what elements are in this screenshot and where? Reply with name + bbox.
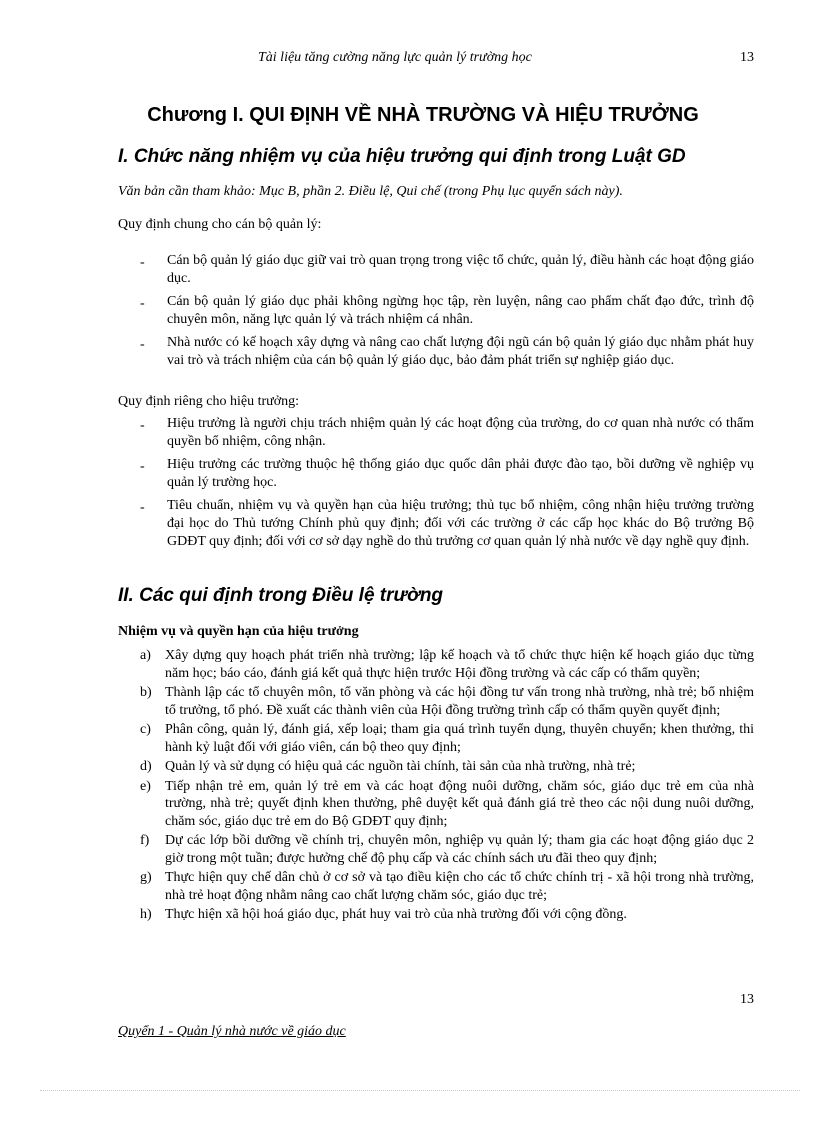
dash-bullet: -	[140, 500, 145, 515]
list-marker: b)	[140, 685, 152, 700]
list-item-text: Tiêu chuẩn, nhiệm vụ và quyền hạn của hiệu trưởng; thủ tục bổ nhiệm, công nhận hiệu trưởng trường đại học do Thủ tướng Chính phủ quy định; đối với các trường ở các cấp học khác do Bộ trưởng Bộ GDĐT quy định; đối với cơ sở dạy nghề do thủ trưởng cơ quan quản lý nhà nước về dạy nghề quy định.	[167, 498, 754, 549]
section-1-title: I. Chức năng nhiệm vụ của hiệu trưởng qui định trong Luật GD	[118, 146, 686, 167]
running-header	[118, 50, 754, 68]
general-rules-intro: Quy định chung cho cán bộ quản lý:	[118, 217, 322, 232]
dash-bullet: -	[140, 418, 145, 433]
page-bottom-divider	[40, 1090, 800, 1091]
list-item-text: Cán bộ quản lý giáo dục phải không ngừng học tập, rèn luyện, nâng cao phẩm chất đạo đức, trình độ chuyên môn, năng lực quản lý và trách nhiệm cá nhân.	[167, 294, 754, 327]
list-item	[140, 497, 754, 551]
section-2-title: II. Các qui định trong Điều lệ trường	[118, 585, 444, 606]
list-item	[140, 721, 754, 756]
list-item-text: Phân công, quản lý, đánh giá, xếp loại; tham gia quá trình tuyển dụng, thuyên chuyển; khen thưởng, thi hành kỷ luật đối với giáo viên, cán bộ theo quy định;	[165, 722, 754, 755]
list-item	[140, 906, 754, 924]
list-item-text: Tiếp nhận trẻ em, quản lý trẻ em và các hoạt động nuôi dưỡng, chăm sóc, giáo dục trẻ em của nhà trường, nhà trẻ; quyết định khen thưởng, phê duyệt kết quả đánh giá trẻ theo các nội dung nuôi dưỡng, chăm sóc, giáo dục trẻ em do Bộ GDĐT quy định;	[165, 778, 754, 829]
list-item	[140, 415, 754, 451]
dash-bullet: -	[140, 296, 145, 311]
list-item	[140, 252, 754, 288]
dash-bullet: -	[140, 337, 145, 352]
general-rules-list	[140, 252, 754, 375]
list-item-text: Dự các lớp bồi dưỡng về chính trị, chuyên môn, nghiệp vụ quản lý; tham gia các hoạt động giáo dục 2 giờ trong một tuần; được hưởng chế độ phụ cấp và các chính sách ưu đãi theo quy định;	[165, 833, 754, 866]
page-number: 13	[740, 992, 754, 1007]
dash-bullet: -	[140, 255, 145, 270]
list-item	[140, 684, 754, 719]
reference-note: Văn bản cần tham khảo: Mục B, phần 2. Điều lệ, Qui chế (trong Phụ lục quyển sách này).	[118, 184, 623, 199]
running-header-page-number: 13	[740, 50, 754, 65]
list-item-text: Hiệu trưởng các trường thuộc hệ thống giáo dục quốc dân phải được đào tạo, bồi dưỡng về nghiệp vụ quản lý trường học.	[167, 457, 754, 490]
list-marker: c)	[140, 722, 151, 737]
list-item-text: Hiệu trưởng là người chịu trách nhiệm quản lý các hoạt động của trường, do cơ quan nhà nước có thẩm quyền bổ nhiệm, công nhận.	[167, 416, 754, 449]
duties-list	[140, 647, 754, 926]
list-marker: g)	[140, 870, 152, 885]
running-header-title: Tài liệu tăng cường năng lực quản lý trường học	[258, 50, 532, 65]
specific-rules-list	[140, 415, 754, 556]
list-item	[140, 778, 754, 831]
dash-bullet: -	[140, 459, 145, 474]
list-item-text: Thực hiện xã hội hoá giáo dục, phát huy vai trò của nhà trường đối với cộng đồng.	[165, 907, 627, 922]
list-marker: d)	[140, 759, 152, 774]
list-item-text: Thành lập các tổ chuyên môn, tổ văn phòng và các hội đồng tư vấn trong nhà trường, nhà trẻ; bổ nhiệm tổ trưởng, tổ phó. Đề xuất các thành viên của Hội đồng trường trình cấp có thẩm quyền quyết định;	[165, 685, 754, 718]
list-item	[140, 869, 754, 904]
list-item	[140, 456, 754, 492]
list-item	[140, 293, 754, 329]
chapter-title: Chương I. QUI ĐỊNH VỀ NHÀ TRƯỜNG VÀ HIỆU TRƯỞNG	[147, 104, 699, 126]
footer-book-title: Quyển 1 - Quản lý nhà nước về giáo dục	[118, 1024, 346, 1039]
list-item	[140, 334, 754, 370]
list-item-text: Thực hiện quy chế dân chủ ở cơ sở và tạo điều kiện cho các tổ chức chính trị - xã hội trong nhà trường, nhà trẻ hoạt động nhằm nâng cao chất lượng chăm sóc, giáo dục trẻ;	[165, 870, 754, 903]
list-marker: e)	[140, 778, 151, 794]
specific-rules-intro: Quy định riêng cho hiệu trưởng:	[118, 394, 300, 409]
list-item	[140, 758, 754, 776]
list-marker: a)	[140, 648, 151, 663]
list-item-text: Xây dựng quy hoạch phát triển nhà trường; lập kế hoạch và tổ chức thực hiện kế hoạch giáo dục từng năm học; báo cáo, đánh giá kết quả thực hiện trước Hội đồng trường và các cấp có thẩm quyền;	[165, 648, 754, 681]
list-item-text: Nhà nước có kế hoạch xây dựng và nâng cao chất lượng đội ngũ cán bộ quản lý giáo dục nhằm phát huy vai trò và trách nhiệm của cán bộ quản lý giáo dục, bảo đảm phát triển sự nghiệp giáo dục.	[167, 335, 754, 368]
list-item-text: Cán bộ quản lý giáo dục giữ vai trò quan trọng trong việc tổ chức, quản lý, điều hành các hoạt động giáo dục.	[167, 253, 754, 286]
list-item	[140, 832, 754, 867]
list-marker: f)	[140, 833, 150, 848]
list-item	[140, 647, 754, 682]
list-item-text: Quản lý và sử dụng có hiệu quả các nguồn tài chính, tài sản của nhà trường, nhà trẻ;	[165, 759, 636, 774]
duties-subheading: Nhiệm vụ và quyền hạn của hiệu trưởng	[118, 624, 359, 639]
list-marker: h)	[140, 907, 152, 922]
